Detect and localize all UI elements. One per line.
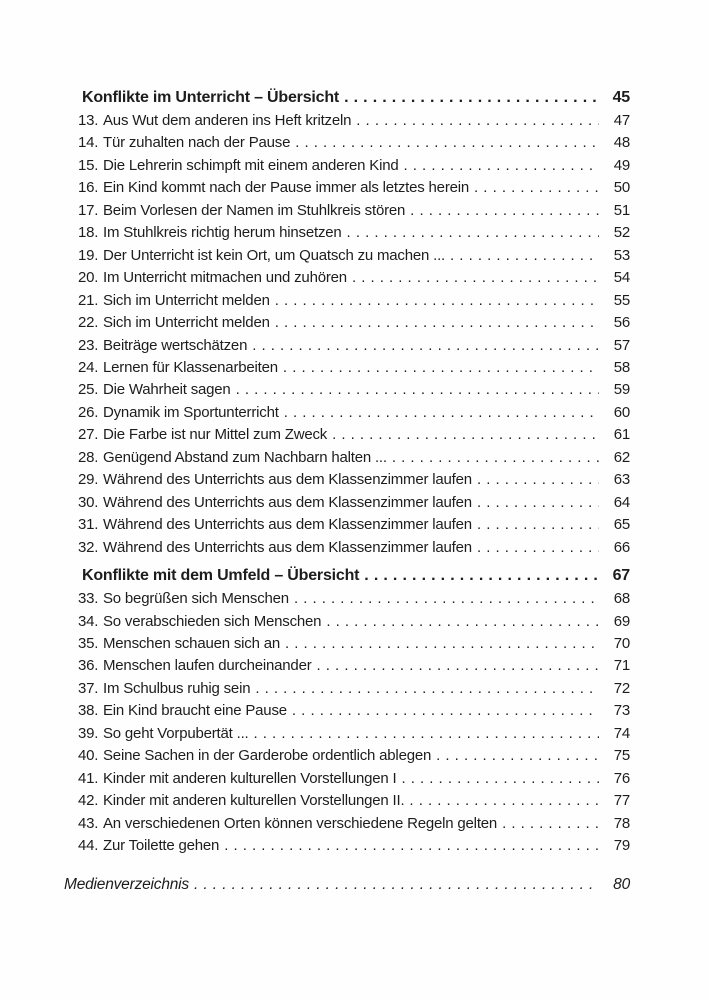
dot-leader bbox=[275, 312, 599, 334]
toc-entry-page: 53 bbox=[613, 246, 630, 264]
toc-entry-title: Ein Kind braucht eine Pause bbox=[103, 702, 287, 720]
toc-entry bbox=[64, 402, 630, 424]
toc-entry bbox=[64, 132, 630, 154]
toc-entry-title: Während des Unterrichts aus dem Klassenzimmer laufen bbox=[103, 471, 472, 489]
toc-entry-number: 17. bbox=[78, 201, 99, 219]
toc-entry-title: Beim Vorlesen der Namen im Stuhlkreis stören bbox=[103, 201, 406, 219]
toc-entry-number: 20. bbox=[78, 269, 99, 287]
section-heading bbox=[64, 86, 630, 110]
toc-entry bbox=[64, 700, 630, 722]
toc-entry-page: 56 bbox=[613, 314, 630, 332]
toc-entry-page: 70 bbox=[613, 634, 630, 652]
toc-entry-number: 21. bbox=[78, 291, 99, 309]
toc-entry-number: 33. bbox=[78, 590, 99, 608]
toc-entry-title: Während des Unterrichts aus dem Klassenzimmer laufen bbox=[103, 516, 472, 534]
toc-entry-title: Seine Sachen in der Garderobe ordentlich ablegen bbox=[103, 747, 432, 765]
toc-entry bbox=[64, 177, 630, 199]
toc-entry-number: 44. bbox=[78, 837, 99, 855]
toc-entry bbox=[64, 723, 630, 745]
toc-entry bbox=[64, 492, 630, 514]
dot-leader bbox=[292, 700, 599, 722]
dot-leader bbox=[326, 611, 599, 633]
toc-entry-number: 19. bbox=[78, 246, 99, 264]
dot-leader bbox=[410, 200, 599, 222]
toc-entry-title: Beiträge wertschätzen bbox=[103, 336, 248, 354]
toc-entry-number: 16. bbox=[78, 179, 99, 197]
toc-entry-title: So begrüßen sich Menschen bbox=[103, 590, 289, 608]
toc-entry-number: 34. bbox=[78, 612, 99, 630]
toc-entry-title: Dynamik im Sportunterricht bbox=[103, 403, 279, 421]
toc-entry bbox=[64, 611, 630, 633]
toc-entry-number: 36. bbox=[78, 657, 99, 675]
toc-entry-number: 27. bbox=[78, 426, 99, 444]
dot-leader bbox=[252, 335, 599, 357]
toc-entry-title: Die Wahrheit sagen bbox=[103, 381, 231, 399]
toc-entry bbox=[64, 245, 630, 267]
dot-leader bbox=[254, 723, 599, 745]
toc-entry-title: Im Schulbus ruhig sein bbox=[103, 679, 251, 697]
toc-entry bbox=[64, 200, 630, 222]
dot-leader bbox=[317, 655, 599, 677]
toc-entry-page: 59 bbox=[613, 381, 630, 399]
toc-entry-page: 60 bbox=[613, 403, 630, 421]
toc-entry bbox=[64, 335, 630, 357]
toc-entry-number: 37. bbox=[78, 679, 99, 697]
toc-entry-title: Genügend Abstand zum Nachbarn halten ... bbox=[103, 448, 387, 466]
toc-entry bbox=[64, 655, 630, 677]
dot-leader bbox=[409, 790, 599, 812]
toc-entry-title: Tür zuhalten nach der Pause bbox=[103, 134, 291, 152]
dot-leader bbox=[284, 402, 599, 424]
dot-leader bbox=[392, 447, 599, 469]
toc-entry-page: 64 bbox=[613, 493, 630, 511]
toc-entry-title: Ein Kind kommt nach der Pause immer als letztes herein bbox=[103, 179, 470, 197]
toc-entry-number: 40. bbox=[78, 747, 99, 765]
toc-entry-page: 79 bbox=[613, 837, 630, 855]
toc-entry-number: 26. bbox=[78, 403, 99, 421]
toc-entry bbox=[64, 790, 630, 812]
toc-entry bbox=[64, 588, 630, 610]
toc-entry-number: 14. bbox=[78, 134, 99, 152]
dot-leader bbox=[477, 469, 599, 491]
toc-entry bbox=[64, 537, 630, 559]
toc-entry-page: 69 bbox=[613, 612, 630, 630]
toc-entry-number: 22. bbox=[78, 314, 99, 332]
toc-entry bbox=[64, 379, 630, 401]
dot-leader bbox=[283, 357, 599, 379]
dot-leader bbox=[352, 267, 599, 289]
toc-entry bbox=[64, 447, 630, 469]
toc-entry-page: 72 bbox=[613, 679, 630, 697]
toc-entry-title: Die Farbe ist nur Mittel zum Zweck bbox=[103, 426, 328, 444]
dot-leader bbox=[332, 424, 599, 446]
toc-entry-number: 39. bbox=[78, 724, 99, 742]
toc-entry-title: Menschen laufen durcheinander bbox=[103, 657, 312, 675]
toc-entry-number: 35. bbox=[78, 634, 99, 652]
dot-leader bbox=[477, 514, 599, 536]
toc-entry-number: 31. bbox=[78, 516, 99, 534]
dot-leader bbox=[194, 874, 599, 896]
toc-entry-page: 71 bbox=[613, 657, 630, 675]
toc-entry-number: 23. bbox=[78, 336, 99, 354]
section-heading bbox=[64, 564, 630, 588]
toc-entry-page: 54 bbox=[613, 269, 630, 287]
dot-leader bbox=[344, 86, 599, 110]
toc-entry-title: Kinder mit anderen kulturellen Vorstellungen I bbox=[103, 769, 397, 787]
toc-entry-number: 15. bbox=[78, 156, 99, 174]
dot-leader bbox=[364, 564, 599, 588]
toc-entry-page: 65 bbox=[613, 516, 630, 534]
toc-entry bbox=[64, 813, 630, 835]
toc-entry bbox=[64, 357, 630, 379]
toc-entry-page: 52 bbox=[613, 224, 630, 242]
toc-entry bbox=[64, 745, 630, 767]
toc-entry-page: 61 bbox=[613, 426, 630, 444]
toc-entry-title: Während des Unterrichts aus dem Klassenzimmer laufen bbox=[103, 493, 472, 511]
toc-entry-number: 29. bbox=[78, 471, 99, 489]
toc-entry-page: 76 bbox=[613, 769, 630, 787]
toc-entry bbox=[64, 424, 630, 446]
toc-entry-page: 63 bbox=[613, 471, 630, 489]
toc-entry-title: Sich im Unterricht melden bbox=[103, 314, 270, 332]
dot-leader bbox=[450, 245, 599, 267]
dot-leader bbox=[224, 835, 599, 857]
toc-entry-title: So verabschieden sich Menschen bbox=[103, 612, 322, 630]
toc-entry-number: 42. bbox=[78, 792, 99, 810]
toc-entry-page: 73 bbox=[613, 702, 630, 720]
dot-leader bbox=[356, 110, 599, 132]
dot-leader bbox=[285, 633, 599, 655]
toc-entry bbox=[64, 312, 630, 334]
toc-entry-title: Während des Unterrichts aus dem Klassenzimmer laufen bbox=[103, 538, 472, 556]
dot-leader bbox=[255, 678, 599, 700]
toc-entry-number: 41. bbox=[78, 769, 99, 787]
toc-entry-page: 58 bbox=[613, 358, 630, 376]
toc-entry bbox=[64, 633, 630, 655]
toc-entry bbox=[64, 835, 630, 857]
toc-entry bbox=[64, 155, 630, 177]
toc-entry-title: An verschiedenen Orten können verschiedene Regeln gelten bbox=[103, 814, 498, 832]
toc-entry-number: 28. bbox=[78, 448, 99, 466]
toc-entry-title: So geht Vorpubertät ... bbox=[103, 724, 249, 742]
toc-entry-title: Lernen für Klassenarbeiten bbox=[103, 358, 278, 376]
toc-entry-page: 68 bbox=[613, 590, 630, 608]
toc-entry-title: Der Unterricht ist kein Ort, um Quatsch zu machen ... bbox=[103, 246, 446, 264]
toc-entry-page: 74 bbox=[613, 724, 630, 742]
toc-entry-title: Sich im Unterricht melden bbox=[103, 291, 270, 309]
toc-entry bbox=[64, 290, 630, 312]
medienverzeichnis-entry bbox=[64, 874, 630, 896]
toc-entry bbox=[64, 514, 630, 536]
dot-leader bbox=[401, 768, 599, 790]
toc-entry-page: 75 bbox=[613, 747, 630, 765]
toc-entry bbox=[64, 267, 630, 289]
toc-entry-page: 78 bbox=[613, 814, 630, 832]
toc-entry-title: Im Stuhlkreis richtig herum hinsetzen bbox=[103, 224, 342, 242]
toc-entry-page: 55 bbox=[613, 291, 630, 309]
toc-entry-number: 32. bbox=[78, 538, 99, 556]
toc-entry bbox=[64, 469, 630, 491]
toc-entry-title: Zur Toilette gehen bbox=[103, 837, 220, 855]
toc-entry-number: 43. bbox=[78, 814, 99, 832]
toc-entry-page: 77 bbox=[613, 792, 630, 810]
dot-leader bbox=[436, 745, 599, 767]
toc-entry-number: 38. bbox=[78, 702, 99, 720]
toc-entry-page: 51 bbox=[613, 201, 630, 219]
toc-entry-title: Kinder mit anderen kulturellen Vorstellungen II. bbox=[103, 792, 405, 810]
toc-entry-page: 62 bbox=[613, 448, 630, 466]
dot-leader bbox=[275, 290, 599, 312]
section-heading-page: 67 bbox=[612, 567, 630, 585]
toc-entry bbox=[64, 222, 630, 244]
toc-entry-page: 48 bbox=[613, 134, 630, 152]
medienverzeichnis-label: Medienverzeichnis bbox=[64, 875, 189, 893]
section-heading-page: 45 bbox=[612, 89, 630, 106]
toc-entry-number: 18. bbox=[78, 224, 99, 242]
toc-entry-page: 66 bbox=[613, 538, 630, 556]
toc-entry-number: 13. bbox=[78, 112, 99, 129]
toc-entry-title: Die Lehrerin schimpft mit einem anderen Kind bbox=[103, 156, 399, 174]
section-heading-label: Konflikte mit dem Umfeld – Übersicht bbox=[82, 567, 360, 585]
section-heading-label: Konflikte im Unterricht – Übersicht bbox=[82, 89, 340, 106]
toc-entry-page: 49 bbox=[613, 156, 630, 174]
toc-entry-page: 57 bbox=[613, 336, 630, 354]
dot-leader bbox=[294, 588, 599, 610]
toc-entry-title: Im Unterricht mitmachen und zuhören bbox=[103, 269, 347, 287]
dot-leader bbox=[477, 492, 599, 514]
toc-entry bbox=[64, 768, 630, 790]
dot-leader bbox=[347, 222, 599, 244]
toc-entry-title: Aus Wut dem anderen ins Heft kritzeln bbox=[103, 112, 352, 129]
toc-entry-number: 24. bbox=[78, 358, 99, 376]
dot-leader bbox=[502, 813, 599, 835]
medienverzeichnis-page: 80 bbox=[613, 875, 630, 893]
toc-entry-number: 30. bbox=[78, 493, 99, 511]
dot-leader bbox=[474, 177, 599, 199]
toc-entry-number: 25. bbox=[78, 381, 99, 399]
dot-leader bbox=[236, 379, 599, 401]
dot-leader bbox=[477, 537, 599, 559]
toc-entry-page: 47 bbox=[613, 112, 630, 129]
toc-entry bbox=[64, 678, 630, 700]
toc-entry-page: 50 bbox=[613, 179, 630, 197]
dot-leader bbox=[404, 155, 599, 177]
toc-entry-title: Menschen schauen sich an bbox=[103, 634, 280, 652]
toc-entry bbox=[64, 110, 630, 132]
dot-leader bbox=[295, 132, 599, 154]
